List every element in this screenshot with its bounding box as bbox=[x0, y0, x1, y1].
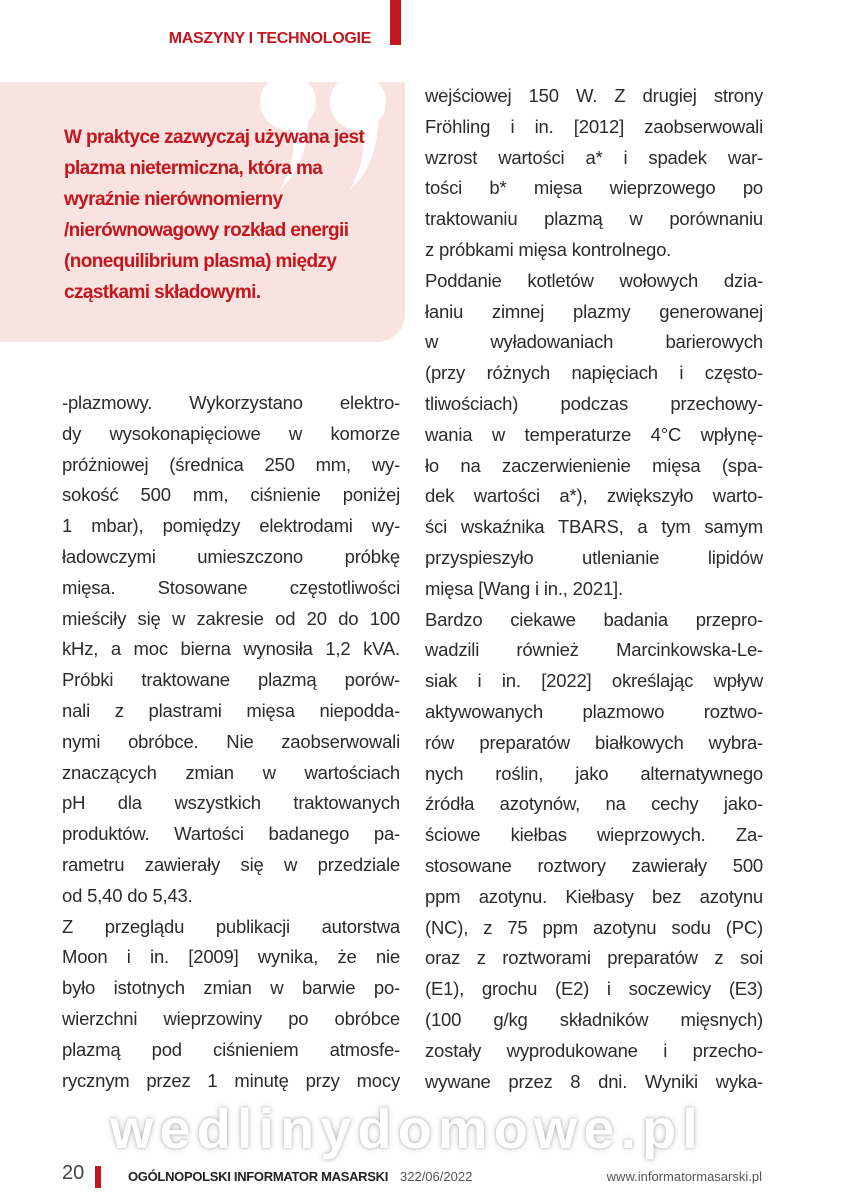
watermark: wedlinydomowe.pl bbox=[110, 1097, 704, 1160]
text-line: mięsa [Wang i in., 2021]. bbox=[425, 577, 623, 599]
issue-number: 322/06/2022 bbox=[400, 1169, 473, 1184]
text-line: Bardzo ciekawe badania przepro- bbox=[425, 608, 763, 630]
text-line: (przy różnych napięciach i często- bbox=[425, 362, 763, 384]
text-line: plazmą pod ciśnieniem atmosfe- bbox=[62, 1038, 400, 1060]
text-line: rycznym przez 1 minutę przy mocy bbox=[62, 1069, 400, 1091]
text-line: wejściowej 150 W. Z drugiej strony bbox=[425, 85, 763, 106]
text-line: kHz, a moc bierna wynosiła 1,2 kVA. bbox=[62, 638, 400, 660]
text-line: wywane przez 8 dni. Wyniki wyka- bbox=[425, 1070, 763, 1092]
text-line: nymi obróbce. Nie zaobserwowali bbox=[62, 730, 400, 752]
website-link[interactable]: www.informatormasarski.pl bbox=[606, 1169, 762, 1184]
text-line: ppm azotynu. Kiełbasy bez azotynu bbox=[425, 885, 763, 907]
text-line: wierzchni wieprzowiny po obróbce bbox=[62, 1007, 400, 1029]
text-line: Próbki traktowane plazmą porów- bbox=[62, 669, 400, 691]
text-line: przyspieszyło utlenianie lipidów bbox=[425, 546, 763, 568]
text-line: wadzili również Marcinkowska-Le- bbox=[425, 639, 763, 661]
text-line: aktywowanych plazmowo roztwo- bbox=[425, 700, 763, 722]
text-line: nych roślin, jako alternatywnego bbox=[425, 762, 763, 784]
pullquote-text: W praktyce zazwyczaj używana jest plazma nietermiczna, która ma wyraźnie nierównomierny /nierównowagowy rozkład energii (nonequilibrium plasma) między cząstkami składowymi. bbox=[64, 127, 365, 303]
text-line: Poddanie kotletów wołowych dzia- bbox=[425, 269, 763, 291]
text-line: z próbkami mięsa kontrolnego. bbox=[425, 238, 672, 260]
text-line: ładowczymi umieszczono próbkę bbox=[62, 545, 400, 567]
text-line: mieściły się w zakresie od 20 do 100 bbox=[62, 607, 400, 629]
section-title: MASZYNY I TECHNOLOGIE bbox=[168, 30, 371, 47]
text-line: Fröhling i in. [2012] zaobserwowali bbox=[425, 115, 763, 137]
text-line: tości b* mięsa wieprzowego po bbox=[425, 177, 763, 199]
footer-accent-bar bbox=[95, 1166, 101, 1188]
text-line: Z przeglądu publikacji autorstwa bbox=[62, 915, 400, 937]
text-line: rów preparatów białkowych wybra- bbox=[425, 731, 763, 753]
text-line: w wyładowaniach barierowych bbox=[425, 331, 763, 353]
text-line: 1 mbar), pomiędzy elektrodami wy- bbox=[62, 515, 400, 537]
text-line: ściowe kiełbas wieprzowych. Za- bbox=[425, 824, 763, 846]
text-line: oraz z roztworami preparatów z soi bbox=[425, 947, 763, 969]
text-line: ło na zaczerwienienie mięsa (spa- bbox=[425, 454, 763, 476]
text-line: sokość 500 mm, ciśnienie poniżej bbox=[62, 484, 400, 506]
text-line: (NC), z 75 ppm azotynu sodu (PC) bbox=[425, 916, 763, 938]
text-line: (100 g/kg składników mięsnych) bbox=[425, 1008, 763, 1030]
text-line: wzrost wartości a* i spadek war- bbox=[425, 146, 763, 168]
text-line: produktów. Wartości badanego pa- bbox=[62, 823, 400, 845]
text-line: (E1), grochu (E2) i soczewicy (E3) bbox=[425, 978, 763, 1000]
text-line: stosowane roztwory zawierały 500 bbox=[425, 854, 763, 876]
text-line: dek wartości a*), zwiększyło warto- bbox=[425, 485, 763, 507]
text-line: pH dla wszystkich traktowanych bbox=[62, 792, 400, 814]
page-number: 20 bbox=[62, 1162, 85, 1184]
text-line: tliwościach) podczas przechowy- bbox=[425, 392, 763, 414]
text-line: traktowaniu plazmą w porównaniu bbox=[425, 208, 763, 230]
left-column bbox=[62, 388, 400, 1096]
text-line: -plazmowy. Wykorzystano elektro- bbox=[62, 392, 400, 413]
footer bbox=[62, 1162, 762, 1190]
right-column bbox=[425, 81, 763, 1097]
header-accent-bar bbox=[390, 0, 401, 45]
text-line: nali z plastrami mięsa niepodda- bbox=[62, 699, 400, 721]
text-line: dy wysokonapięciowe w komorze bbox=[62, 422, 400, 444]
text-line: Moon i in. [2009] wynika, że nie bbox=[62, 946, 400, 968]
text-line: próżniowej (średnica 250 mm, wy- bbox=[62, 453, 400, 475]
magazine-title: OGÓLNOPOLSKI INFORMATOR MASARSKI bbox=[128, 1169, 389, 1184]
text-line: źródła azotynów, na cechy jako- bbox=[425, 793, 763, 815]
text-line: było istotnych zmian w barwie po- bbox=[62, 977, 400, 999]
text-line: wania w temperaturze 4°C wpłynę- bbox=[425, 423, 763, 445]
text-line: zostały wyprodukowane i przecho- bbox=[425, 1039, 763, 1061]
text-line: mięsa. Stosowane częstotliwości bbox=[62, 576, 400, 598]
text-line: łaniu zimnej plazmy generowanej bbox=[425, 300, 763, 322]
text-line: siak i in. [2022] określając wpływ bbox=[425, 670, 763, 692]
text-line: ści wskaźnika TBARS, a tym samym bbox=[425, 516, 763, 538]
text-line: rametru zawierały się w przedziale bbox=[62, 853, 400, 875]
text-line: znaczących zmian w wartościach bbox=[62, 761, 400, 783]
text-line: od 5,40 do 5,43. bbox=[62, 884, 193, 906]
